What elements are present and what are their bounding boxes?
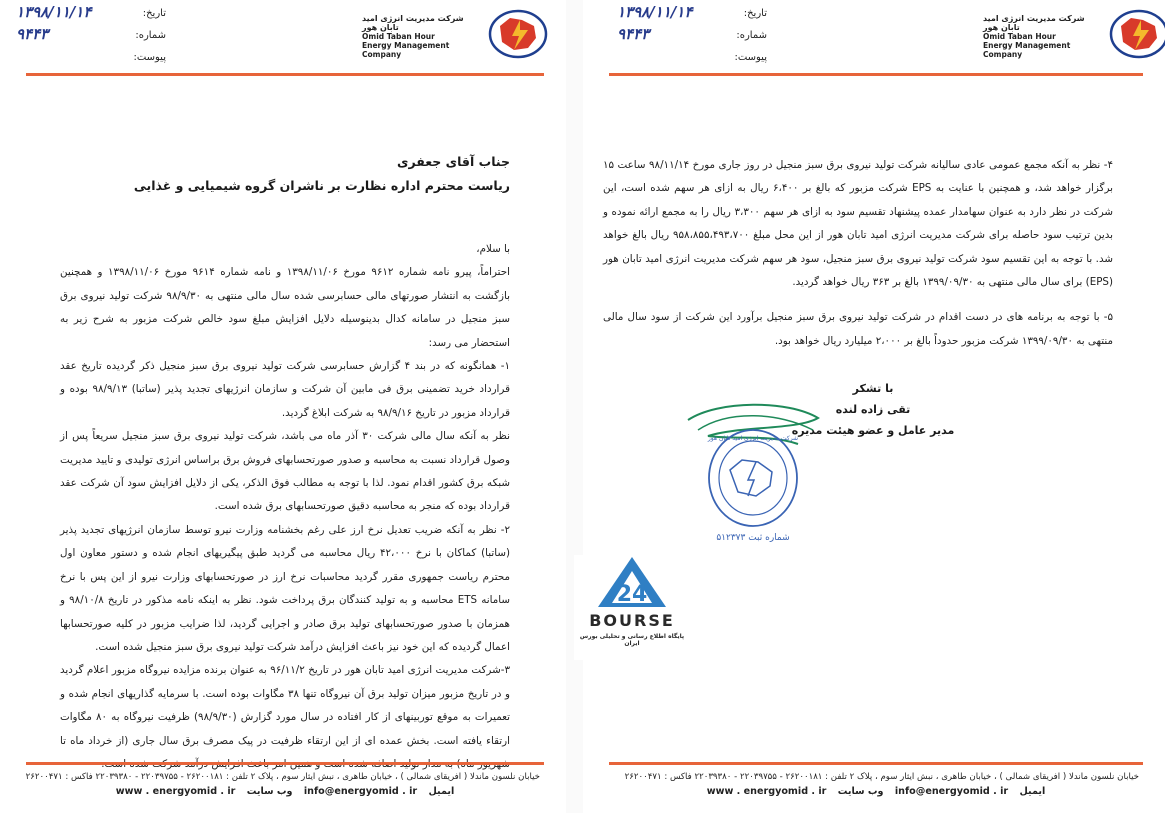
company-logo <box>362 8 552 64</box>
footer-address: خیابان نلسون ماندلا ( افریقای شمالی ) ، خیابان طاهری ، نبش ایثار سوم ، پلاک ۲ تلفن : ۲۶۲۰۰۱۸۱ - ۲۲۰۳۹۷۵۵ - ۲۲۰۳۹۳۸۰ فاکس : ۲۶۲۰۰۴۷۱ <box>25 772 540 782</box>
email-text: info@energyomid . ir <box>894 786 1009 797</box>
paragraph-1: ۱- همانگونه که در بند ۴ گزارش حسابرسی شرکت تولید نیروی برق سبز منجیل ذکر گردیده تاریخ عقد قرارداد خرید تضمینی برق فی مابین آن شرکت و سازمان انرژیهای تجدید پذیر (ساتبا) ۹۸/۹/۱۳ بوده و قرارداد مزبور در تاریخ ۹۸/۹/۱۶ به شرکت ابلاغ گردید. <box>60 360 511 419</box>
addressee-block <box>60 150 510 198</box>
email-label: ایمیل <box>428 786 455 797</box>
footer-address: خیابان نلسون ماندلا ( افریقای شمالی ) ، خیابان طاهری ، نبش ایثار سوم ، پلاک ۲ تلفن : ۲۶۲۰۰۱۸۱ - ۲۲۰۳۹۷۵۵ - ۲۲۰۳۹۳۸۰ فاکس : ۲۶۲۰۰۴۷۱ <box>624 772 1139 782</box>
email-text: info@energyomid . ir <box>303 786 418 797</box>
meta-number-row <box>617 25 767 50</box>
bourse-watermark <box>574 555 690 660</box>
company-name-fa: شرکت مدیریت انرژی امید تابان هور <box>362 14 464 32</box>
meta-attachment-row <box>16 50 166 72</box>
email-label: ایمیل <box>1019 786 1046 797</box>
stamp-registration: شماره ثبت ۵۱۲۳۷۳ <box>716 533 790 543</box>
company-name-en-1: Omid Taban Hour <box>983 32 1056 41</box>
paragraph-5: ۵- با توجه به برنامه های در دست اقدام در شرکت تولید نیروی برق سبز منجیل برآورد این شرکت از سود سال مالی منتهی به ۱۳۹۹/۰۹/۳۰ شرکت مزبور حدوداً بالغ بر ۲،۰۰۰ میلیارد ریال خواهد بود. <box>603 311 1113 347</box>
paragraph-2: ۲- نظر به آنکه ضریب تعدیل نرخ ارز علی رغم بخشنامه وزارت نیرو توسط سازمان انرژیهای تجدید پذیر (ساتبا) کماکان با نرخ ۴۲،۰۰۰ ریال محاسبه می گردید طبق پیگیریهای انجام شده و دستور معاون اول محترم ریاست جمهوری مقرر گردید محاسبات نرخ ارز در صورتحسابهای وزارت نیرو از این پس با نرخ سامانه ETS محاسبه و به تولید کنندگان برق پرداخت شود. نظر به اینکه نامه مذکور در تاریخ ۹۸/۱۰/۸ و همزمان با صدور صورتحسابهای تولید برق صادر و اجرایی گردید، لذا ضرایب مزبور در کلیه صورتحسابها اعمال گردیده که این خود نیز باعث افزایش درآمد شرکت تولید نیروی برق سبز منجیل شده است. <box>60 523 511 653</box>
website-label: وب سایت <box>837 786 884 797</box>
stamp-company: شرکت مدیریت انرژی امید تابان هور <box>707 435 799 442</box>
greeting: با سلام، <box>476 243 510 255</box>
paragraph-1b: نظر به آنکه سال مالی شرکت ۳۰ آذر ماه می باشد، شرکت تولید نیروی برق سبز منجیل سریعاً پس از وصول قرارداد نسبت به محاسبه و صدور صورتحسابهای فروش برق براساس انرژی تولیدی و تایید مدیریت شبکه برق کشور اقدام نمود. لذا با توجه به مطالب فوق الذکر، یکی از دلایل افزایش سود آن شرکت عقد قرارداد بوده که منجر به محاسبه دقیق صورتحسابهای برق شده است. <box>60 430 510 513</box>
letter-header <box>583 0 1165 80</box>
footer-rule <box>26 762 544 765</box>
page-gap <box>566 0 583 813</box>
watermark-subtitle: پایگاه اطلاع رسانی و تحلیلی بورس ایران <box>579 633 685 647</box>
logo-emblem-icon <box>1109 8 1165 60</box>
date-label: تاریخ: <box>142 8 166 19</box>
attachment-label: پیوست: <box>734 52 767 63</box>
signer-title: مدیر عامل و عضو هیئت مدیره <box>791 424 955 437</box>
website-text: www . energyomid . ir <box>115 786 236 797</box>
date-label: تاریخ: <box>743 8 767 19</box>
company-logo <box>983 8 1165 64</box>
paragraph-3: ۳-شرکت مدیریت انرژی امید تابان هور در تاریخ ۹۶/۱۱/۲ به عنوان برنده مزایده نیروگاه مزبور اعلام گردید و در تاریخ مزبور میزان تولید برق آن نیروگاه تنها ۳۸ مگاوات بوده است. با سرمایه گذاریهای انجام شده و تعمیرات به موقع توربینهای از کار افتاده در سال مورد گزارش (۹۸/۹/۳۰) ظرفیت نیروگاه به ۸۰ مگاوات ارتقاء یافته است. بخش عمده ای از این ارتقاء ظرفیت در پیک مصرف برق سال جاری (از خرداد ماه تا <box>60 664 510 747</box>
letter-header <box>0 0 566 80</box>
meta-attachment-row <box>617 50 767 72</box>
number-value: ۹۴۴۳ <box>617 25 650 43</box>
header-rule <box>609 73 1143 76</box>
company-name-en-3: Company <box>983 50 1023 59</box>
date-value: ۱۳۹۸/۱۱/۱۴ <box>617 3 693 21</box>
footer-rule <box>609 762 1143 765</box>
website-label: وب سایت <box>246 786 293 797</box>
attachment-label: پیوست: <box>133 52 166 63</box>
watermark-text: BOURSE <box>589 611 675 630</box>
company-name-en-3: Company <box>362 50 402 59</box>
letter-footer <box>0 760 566 813</box>
letter-page-1 <box>0 0 566 813</box>
svg-text:24: 24 <box>616 582 648 607</box>
company-name-en-2: Energy Management <box>362 41 450 50</box>
logo-emblem-icon <box>488 8 548 60</box>
paragraph-4: ۴- نظر به آنکه مجمع عمومی عادی سالیانه شرکت تولید نیروی برق سبز منجیل در روز جاری مورخ ۹۸/۱۱/۱۴ ساعت ۱۵ برگزار خواهد شد، و همچنین با عنایت به EPS شرکت مزبور که بالغ بر ۶،۴۰۰ ریال به ازای هر سهم شده است، این شرکت در نظر دارد به عنوان سهامدار عمده پیشنهاد تقسیم سود به ازای هر سهم ۳،۳۰۰ ریال را به مجمع ارائه نموده و بدین ترتیب سود حاصله برای شرکت مدیریت انرژی امید تابان هور از این محل مبلغ ۹۵۸،۸۵۵،۴۹۳،۷۰۰ ریال بالغ خواهد شد. با توجه به این تقسیم سود شرکت تولید نیروی برق سبز منجیل، سود هر سهم شرکت مدیریت انرژی امید تابان هور (EPS) برای سال مالی منتهی به ۱۳۹۹/۰۹/۳۰ بالغ بر ۳۶۳ ریال خواهد گردید. <box>603 159 1114 289</box>
letter-meta <box>16 3 166 72</box>
date-value: ۱۳۹۸/۱۱/۱۴ <box>16 3 92 21</box>
bourse-logo-icon <box>574 555 690 613</box>
footer-contact <box>613 786 1139 797</box>
intro-paragraph: احتراماً، پیرو نامه شماره ۹۶۱۲ مورخ ۱۳۹۸/۱۱/۰۶ و نامه شماره ۹۶۱۴ مورخ ۱۳۹۸/۱۱/۰۶ و همچنین بازگشت به انتشار صورتهای مالی حسابرسی شده سال مالی منتهی به ۹۸/۹/۳۰ شرکت تولید نیروی برق سبز منجیل در سامانه کدال بدینوسیله دلایل افزایش مبلغ سود خالص شرکت مزبور به شرح زیر به استحضار می رسد: <box>60 266 510 349</box>
company-name <box>362 14 474 59</box>
company-name-fa: شرکت مدیریت انرژی امید تابان هور <box>983 14 1085 32</box>
number-label: شماره: <box>135 30 166 41</box>
company-stamp-icon <box>678 400 828 630</box>
letter-body <box>603 154 1113 353</box>
company-name <box>983 14 1095 59</box>
company-name-en-2: Energy Management <box>983 41 1071 50</box>
number-value: ۹۴۴۳ <box>16 25 49 43</box>
letter-meta <box>617 3 767 72</box>
number-label: شماره: <box>736 30 767 41</box>
footer-contact <box>30 786 540 797</box>
letter-footer <box>583 760 1165 813</box>
addressee-title: ریاست محترم اداره نظارت بر ناشران گروه شیمیایی و غذایی <box>133 178 510 193</box>
letter-body <box>60 238 510 776</box>
letter-page-2 <box>583 0 1165 813</box>
meta-number-row <box>16 25 166 50</box>
closing-text: با تشکر <box>852 382 894 395</box>
header-rule <box>26 73 544 76</box>
addressee-name: جناب آقای جعفری <box>397 154 510 169</box>
signer-name: تقی زاده لنده <box>835 403 911 416</box>
website-text: www . energyomid . ir <box>706 786 827 797</box>
company-name-en-1: Omid Taban Hour <box>362 32 435 41</box>
